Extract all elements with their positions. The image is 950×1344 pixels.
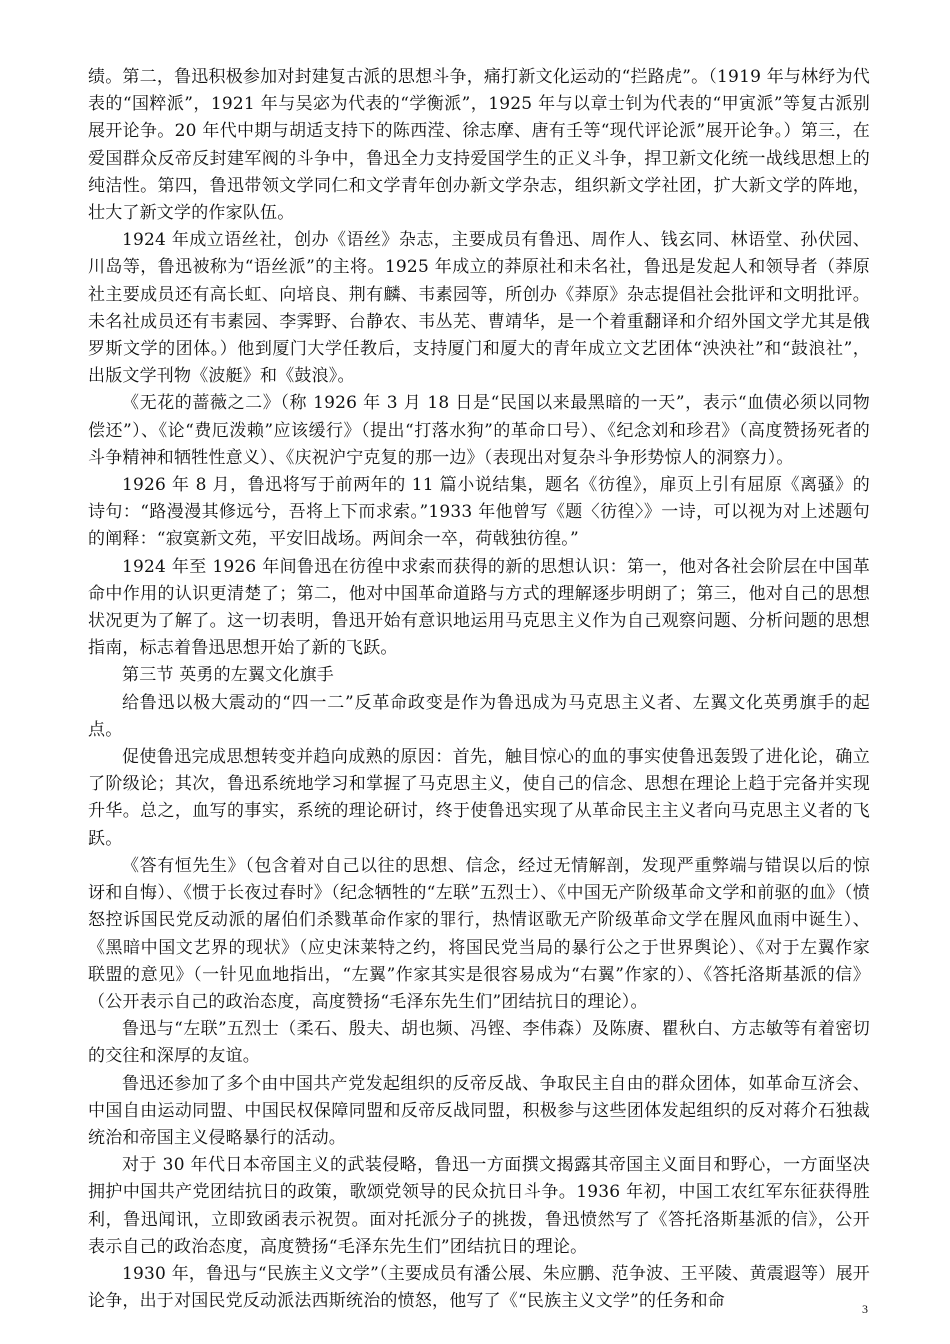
paragraph: 给鲁迅以极大震动的“四一二”反革命政变是作为鲁迅成为马克思主义者、左翼文化英勇旗手的起点。 [88,692,870,740]
paragraph: 1926 年 8 月，鲁迅将写于前两年的 11 篇小说结集，题名《彷徨》，扉页上引有屈原《离骚》的诗句：“路漫漫其修远兮，吾将上下而求索。”1933 年他曾写《题〈彷徨〉》一诗，可以视为对上述题句的阐释：“寂寞新文苑，平安旧战场。两间余一卒，荷戟独彷徨。” [88,475,870,550]
section-heading: 第三节 英勇的左翼文化旗手 [122,665,335,686]
paragraph: 对于 30 年代日本帝国主义的武装侵略，鲁迅一方面撰文揭露其帝国主义面目和野心，一方面坚决拥护中国共产党团结抗日的政策，歌颂党领导的民众抗日斗争。1936 年初，中国工农红军东征获得胜利，鲁迅闻讯，立即致函表示祝贺。面对托派分子的挑拨，鲁迅愤然写了《答托洛斯基派的信》，公开表示自己的政治态度，高度赞扬“毛泽东先生们”团结抗日的理论。 [88,1155,870,1257]
paragraph: 鲁迅还参加了多个由中国共产党发起组织的反帝反战、争取民主自由的群众团体，如革命互济会、中国自由运动同盟、中国民权保障同盟和反帝反战同盟，积极参与这些团体发起组织的反对蒋介石独裁统治和帝国主义侵略暴行的活动。 [88,1073,870,1148]
paragraph: 1930 年，鲁迅与“民族主义文学”（主要成员有潘公展、朱应鹏、范争波、王平陵、黄震遐等）展开论争，出于对国民党反动派法西斯统治的愤怒，他写了《“民族主义文学”的任务和命 [88,1263,870,1312]
paragraph: 鲁迅与“左联”五烈士（柔石、殷夫、胡也频、冯铿、李伟森）及陈赓、瞿秋白、方志敏等有着密切的交往和深厚的友谊。 [88,1019,870,1067]
paragraph: 《无花的蔷薇之二》（称 1926 年 3 月 18 日是“民国以来最黑暗的一天”，表示“血债必须以同物偿还”）、《论“费厄泼赖”应该缓行》（提出“打落水狗”的革命口号）、《纪念刘和珍君》（高度赞扬死者的斗争精神和牺牲性意义）、《庆祝沪宁克复的那一边》（表现出对复杂斗争形势惊人的洞察力）。 [88,393,870,468]
paragraph: 绩。第二，鲁迅积极参加对封建复古派的思想斗争，痛打新文化运动的“拦路虎”。（1919 年与林纾为代表的“国粹派”，1921 年与吴宓为代表的“学衡派”，1925 年与以章士钊为代表的“甲寅派”等复古派别展开论争。20 年代中期与胡适支持下的陈西滢、徐志摩、唐有壬等“现代评论派”展开论争。）第三，在爱国群众反帝反封建军阀的斗争中，鲁迅全力支持爱国学生的正义斗争，捍卫新文化统一战线思想上的纯洁性。第四，鲁迅带领文学同仁和文学青年创办新文学杂志，组织新文学社团，扩大新文学的阵地，壮大了新文学的作家队伍。 [88,67,870,224]
paragraph: 1924 年成立语丝社，创办《语丝》杂志，主要成员有鲁迅、周作人、钱玄同、林语堂、孙伏园、川岛等，鲁迅被称为“语丝派”的主将。1925 年成立的莽原社和未名社，鲁迅是发起人和领导者（莽原社主要成员还有高长虹、向培良、荆有麟、韦素园等，所创办《莽原》杂志提倡社会批评和文明批评。未名社成员还有韦素园、李霁野、台静农、韦丛芜、曹靖华，是一个着重翻译和介绍外国文学尤其是俄罗斯文学的团体。）他到厦门大学任教后，支持厦门和厦大的青年成立文艺团体“泱泱社”和“鼓浪社”，出版文学刊物《波艇》和《鼓浪》。 [88,230,870,387]
paragraph: 促使鲁迅完成思想转变并趋向成熟的原因：首先，触目惊心的血的事实使鲁迅轰毁了进化论，确立了阶级论；其次，鲁迅系统地学习和掌握了马克思主义，使自己的信念、思想在理论上趋于完备并实现升华。总之，血写的事实，系统的理论研讨，终于使鲁迅实现了从革命民主主义者向马克思主义者的飞跃。 [88,747,870,849]
paragraph: 《答有恒先生》（包含着对自己以往的思想、信念，经过无情解剖，发现严重弊端与错误以后的惊讶和自悔）、《惯于长夜过春时》（纪念牺牲的“左联”五烈士）、《中国无产阶级革命文学和前驱的血》（愤怒控诉国民党反动派的屠伯们杀戮革命作家的罪行，热情讴歌无产阶级革命文学在腥风血雨中诞生）、《黑暗中国文艺界的现状》（应史沫莱特之约，将国民党当局的暴行公之于世界舆论）、《对于左翼作家联盟的意见》（一针见血地指出，“左翼”作家其实是很容易成为“右翼”作家的）、《答托洛斯基派的信》（公开表示自己的政治态度，高度赞扬“毛泽东先生们”团结抗日的理论）。 [88,855,870,1012]
paragraph: 1924 年至 1926 年间鲁迅在彷徨中求索而获得的新的思想认识：第一，他对各社会阶层在中国革命中作用的认识更清楚了；第二，他对中国革命道路与方式的理解逐步明朗了；第三，他对自己的思想状况更为了解了。这一切表明，鲁迅开始有意识地运用马克思主义作为自己观察问题、分析问题的思想指南，标志着鲁迅思想开始了新的飞跃。 [88,556,870,659]
document-body [88,64,870,1315]
page-number: 3 [862,1302,868,1316]
